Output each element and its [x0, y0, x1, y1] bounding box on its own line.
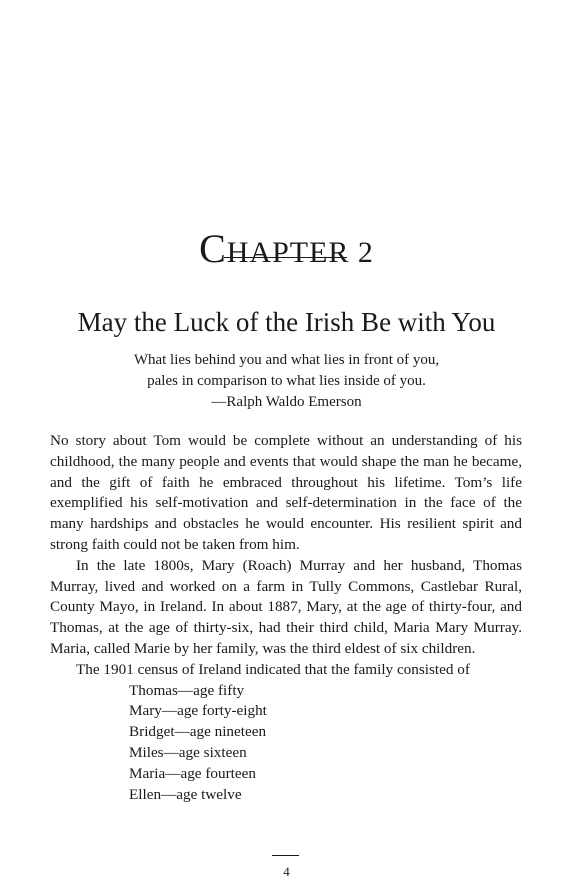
footer-rule	[272, 855, 299, 856]
epigraph-attribution: —Ralph Waldo Emerson	[211, 394, 362, 410]
epigraph	[0, 350, 573, 413]
census-list	[50, 681, 522, 806]
page-number: 4	[283, 864, 290, 879]
title-rule	[224, 257, 347, 258]
census-list-item: Maria—age fourteen	[129, 764, 256, 782]
census-list-item: Mary—age forty-eight	[129, 702, 267, 720]
epigraph-line: pales in comparison to what lies inside of you.	[147, 373, 426, 389]
paragraph: In the late 1800s, Mary (Roach) Murray and her husband, Thomas Murray, lived and worked on a farm in Tully Commons, Castlebar Rural, County Mayo, in Ireland. In about 1887, Mary, at the age of thirty-four, and Thomas, at the age of thirty-six, had their third child, Maria Mary Murray. Maria, called Marie by her family, was the third eldest of six children.	[50, 556, 522, 657]
chapter-title	[0, 225, 573, 272]
epigraph-line: What lies behind you and what lies in front of you,	[133, 352, 440, 368]
body-text	[50, 431, 522, 805]
chapter-title-initial: C	[199, 226, 227, 272]
chapter-title-rest: HAPTER 2	[226, 236, 374, 270]
census-list-item: Ellen—age twelve	[129, 785, 242, 803]
chapter-subtitle: May the Luck of the Irish Be with You	[77, 307, 496, 338]
census-list-item: Bridget—age nineteen	[129, 723, 267, 741]
census-list-item: Thomas—age fifty	[129, 681, 245, 699]
paragraph: No story about Tom would be complete without an understanding of his childhood, the many people and events that would shape the man he became, and the gift of faith he embraced throughout his lifetime. Tom’s life exemplified his self-motivation and self-determination in the face of the many hardships and obstacles he would encounter. His resilient spirit and strong faith could not be taken from him.	[50, 432, 522, 553]
census-list-item: Miles—age sixteen	[129, 743, 247, 761]
paragraph: The 1901 census of Ireland indicated that the family consisted of	[76, 660, 470, 678]
